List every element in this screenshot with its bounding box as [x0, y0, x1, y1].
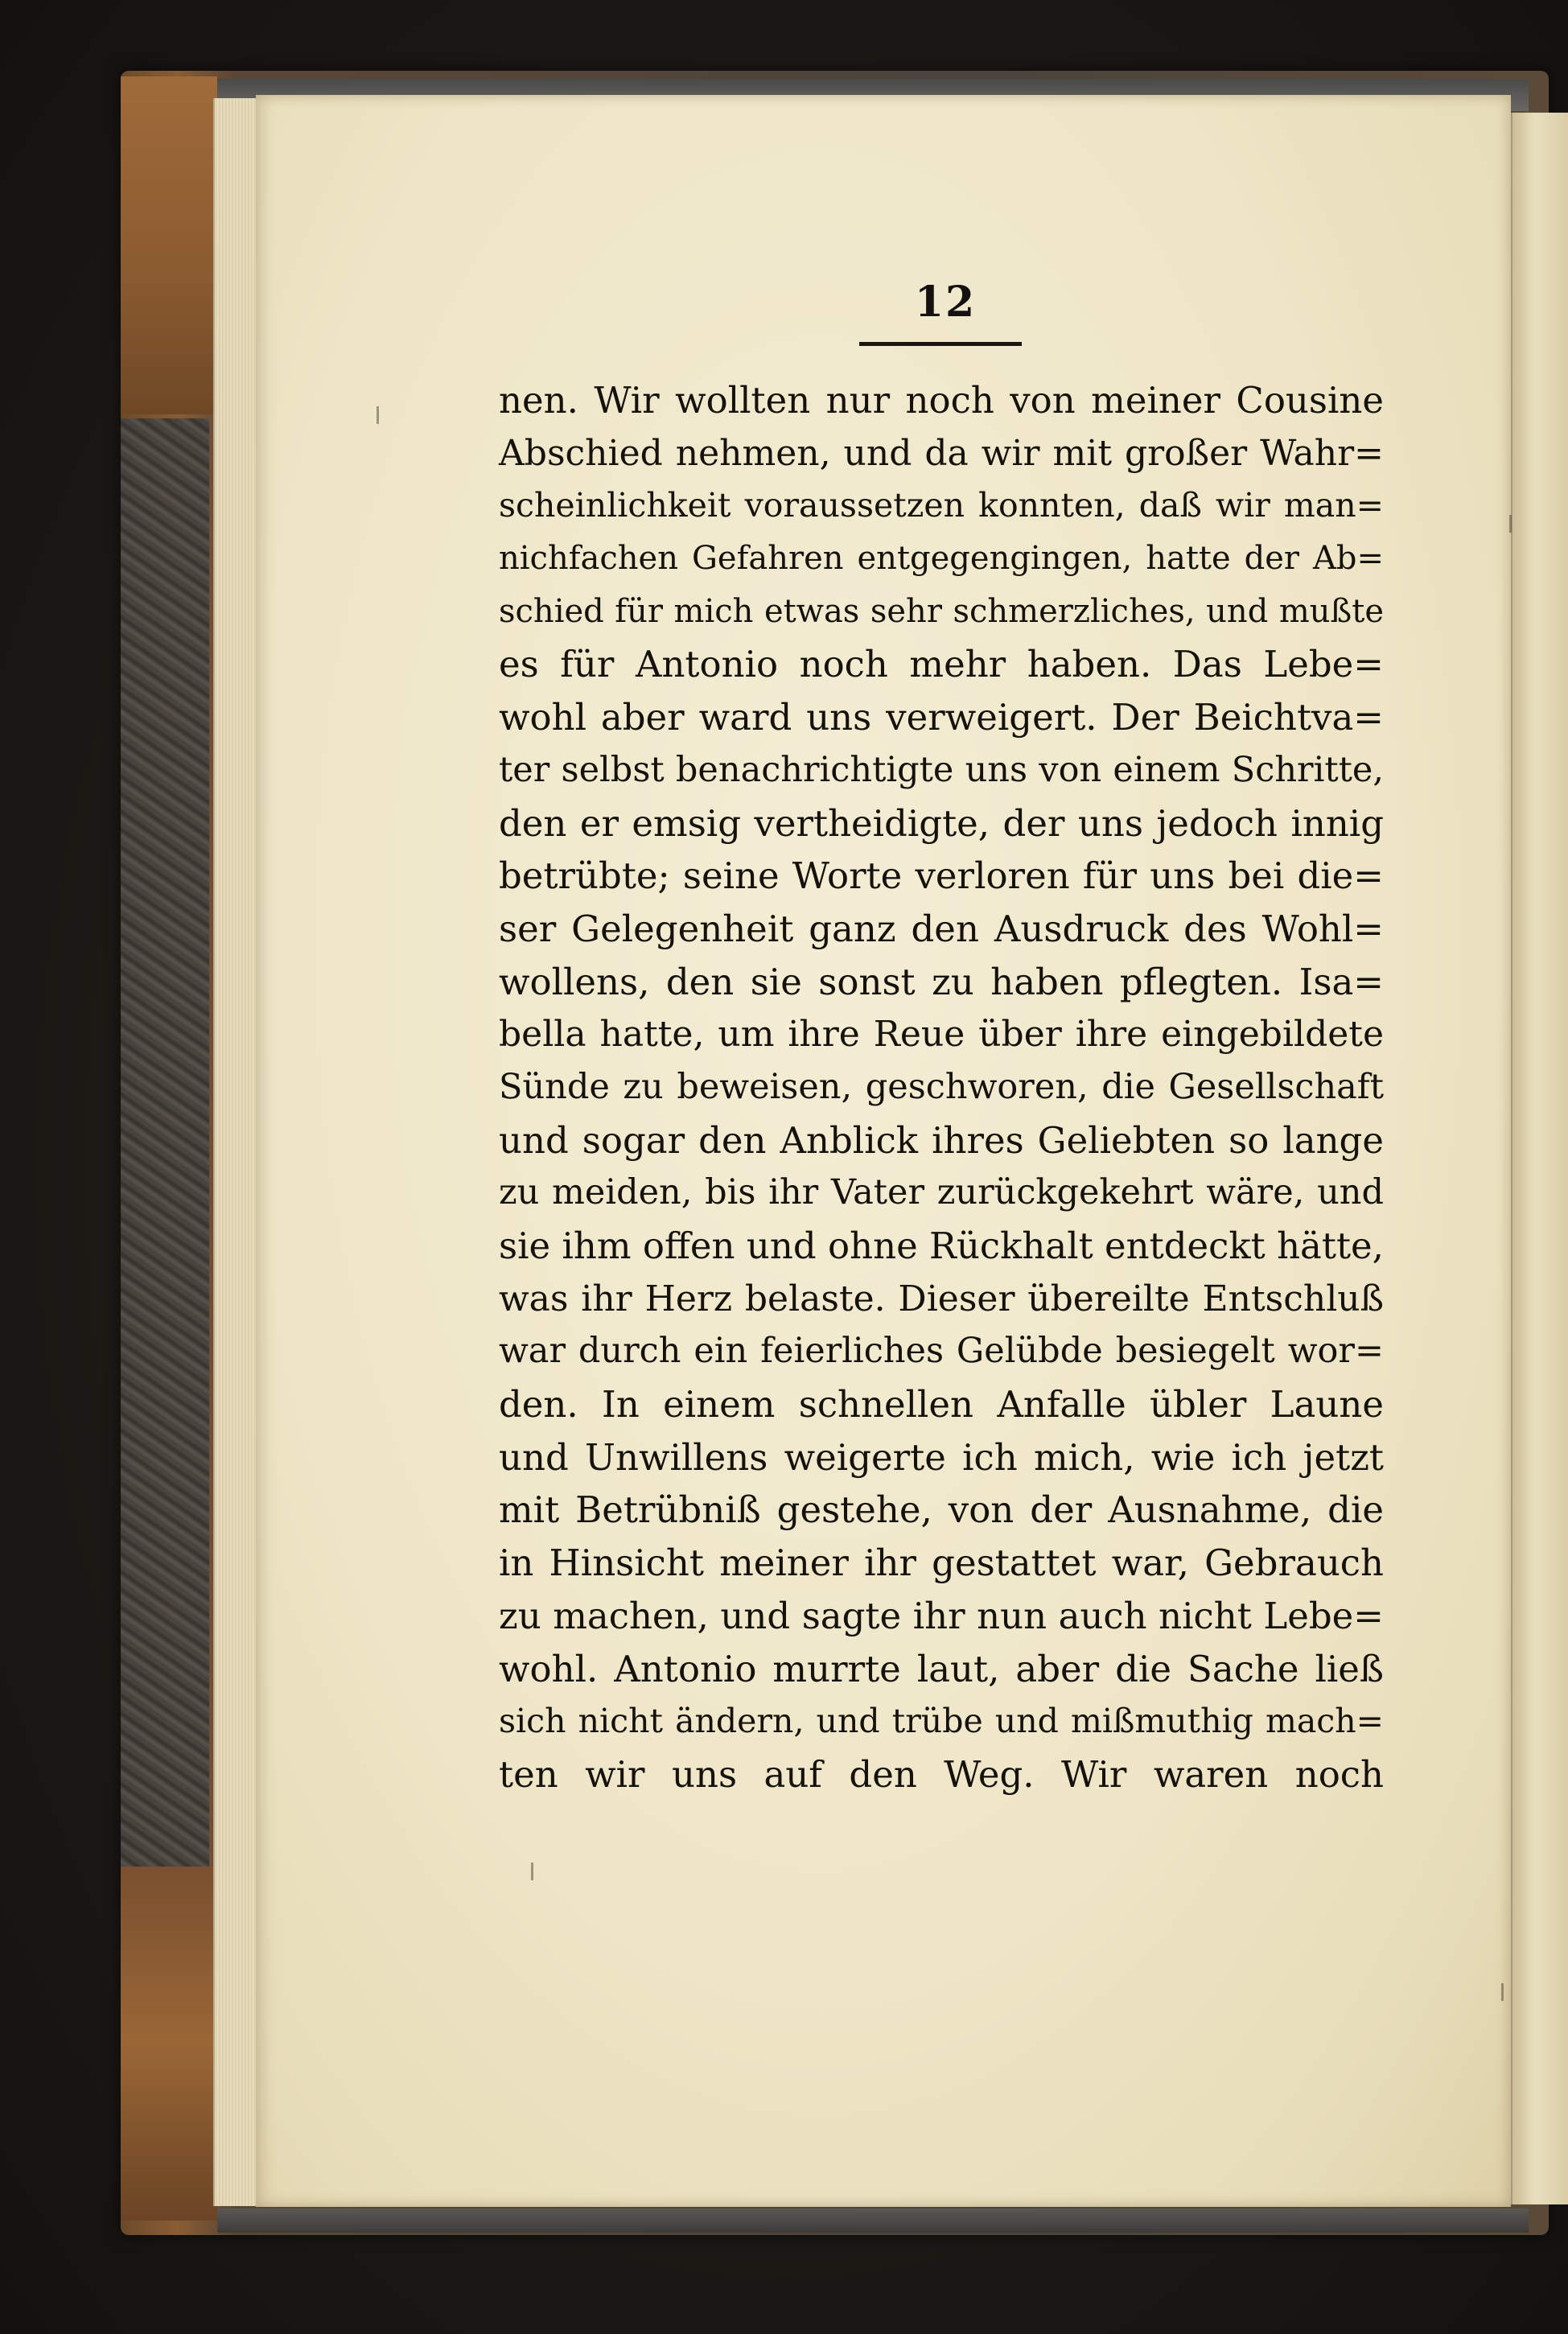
text-line: ter selbst benachrichtigte uns von einem Schritte,	[499, 749, 1384, 790]
text-line: den. In einem schnellen Anfalle übler Laune	[499, 1383, 1384, 1426]
text-line: wohl aber ward uns verweigert. Der Beichtva=	[499, 696, 1384, 739]
text-line: zu meiden, bis ihr Vater zurückgekehrt wäre, und	[499, 1172, 1384, 1213]
text-line: ser Gelegenheit ganz den Ausdruck des Wohl=	[499, 907, 1384, 950]
text-line: es für Antonio noch mehr haben. Das Lebe=	[499, 643, 1384, 686]
page-number: 12	[914, 278, 977, 327]
text-line: in Hinsicht meiner ihr gestattet war, Gebrauch	[499, 1542, 1384, 1585]
text-line: mit Betrübniß gestehe, von der Ausnahme, die	[499, 1488, 1384, 1532]
text-line: Sünde zu beweisen, geschworen, die Gesellschaft	[499, 1066, 1384, 1107]
paper-speck	[1501, 1983, 1504, 2001]
text-line: Abschied nehmen, und da wir mit großer Wahr=	[499, 432, 1384, 474]
cover-bottom-edge	[217, 2208, 1529, 2233]
text-line: wollens, den sie sonst zu haben pflegten. Isa=	[499, 960, 1384, 1003]
text-line: zu machen, und sagte ihr nun auch nicht Lebe=	[499, 1594, 1384, 1637]
header-rule	[859, 342, 1022, 346]
text-line: was ihr Herz belaste. Dieser übereilte Entschluß	[499, 1278, 1384, 1319]
text-line: betrübte; seine Worte verloren für uns bei die=	[499, 854, 1384, 898]
text-line: nen. Wir wollten nur noch von meiner Cousine	[499, 379, 1384, 422]
text-line: bella hatte, um ihre Reue über ihre eingebildete	[499, 1014, 1384, 1056]
next-page-edge	[1511, 113, 1568, 2204]
text-line: ten wir uns auf den Weg. Wir waren noch	[499, 1752, 1384, 1796]
text-line: und Unwillens weigerte ich mich, wie ich jetzt	[499, 1435, 1384, 1479]
text-line: wohl. Antonio murrte laut, aber die Sache ließ	[499, 1647, 1384, 1690]
text-line: sich nicht ändern, und trübe und mißmuthig mach=	[499, 1702, 1384, 1741]
text-line: den er emsig vertheidigte, der uns jedoch innig	[499, 801, 1384, 845]
text-line: schied für mich etwas sehr schmerzliches, und mußte	[499, 592, 1384, 630]
text-line: sie ihm offen und ohne Rückhalt entdeckt hätte,	[499, 1225, 1384, 1267]
text-line: scheinlichkeit voraussetzen konnten, daß wir man=	[499, 486, 1384, 525]
paper-speck	[531, 1863, 533, 1880]
cover-leather-corner-top	[121, 76, 217, 414]
cover-marbled-paper	[121, 418, 209, 1867]
cover-leather-corner-bottom	[121, 1867, 217, 2221]
body-text	[499, 374, 1384, 1801]
paper-speck	[1509, 515, 1512, 533]
text-line: nichfachen Gefahren entgegengingen, hatte der Ab=	[499, 540, 1384, 578]
paper-speck	[377, 406, 379, 424]
text-line: war durch ein feierliches Gelübde besiegelt wor=	[499, 1331, 1384, 1372]
text-line: und sogar den Anblick ihres Geliebten so lange	[499, 1118, 1384, 1162]
